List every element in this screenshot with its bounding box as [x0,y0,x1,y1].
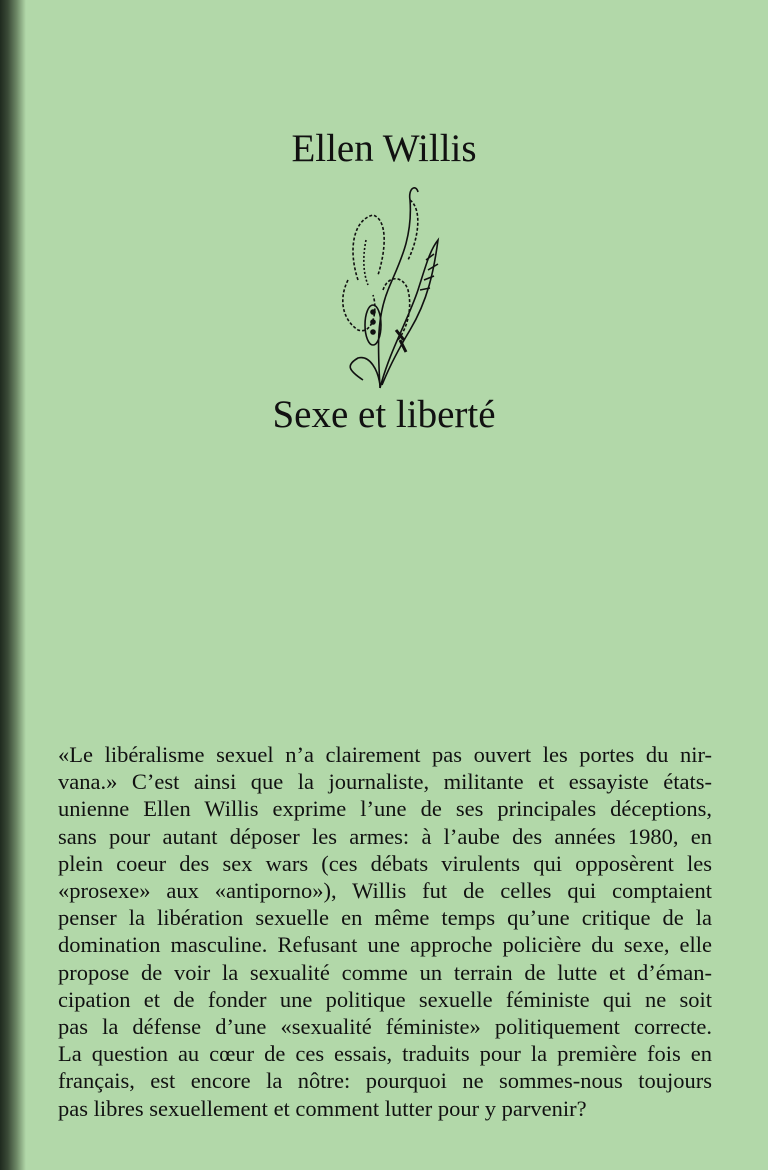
blurb-line: vana.» C’est ainsi que la journaliste, militante et essayiste états- [58,769,712,795]
blurb-line: penser la libération sexuelle en même temps qu’une critique de la [58,905,712,931]
blurb-line: «prosexe» aux «antiporno»), Willis fut de celles qui comptaient [58,878,712,904]
blurb-line: plein coeur des sex wars (ces débats virulents qui opposèrent les [58,850,712,876]
blurb-line: propose de voir la sexualité comme un terrain de lutte et d’éman- [58,959,712,985]
blurb-line: «Le libéralisme sexuel n’a clairement pas ouvert les portes du nir- [58,742,712,767]
book-title: Sexe et liberté [272,393,496,436]
blurb-line: sans pour autant déposer les armes: à l’aube des années 1980, en [58,823,712,849]
author-name: Ellen Willis [291,127,477,170]
back-cover-blurb [58,741,712,1122]
blurb-line: unienne Ellen Willis exprime l’une de ses principales déceptions, [58,796,712,822]
blurb-line: domination masculine. Refusant une approche policière du sexe, elle [58,932,712,958]
blurb-line: La question au cœur de ces essais, traduits pour la première fois en [58,1041,712,1067]
blurb-line: français, est encore la nôtre: pourquoi ne sommes-nous toujours [58,1068,712,1094]
blurb-line: pas la défense d’une «sexualité féministe» politiquement correcte. [58,1014,712,1040]
blurb-line: cipation et de fonder une politique sexuelle féministe qui ne soit [58,986,712,1012]
flower-illustration [318,180,448,392]
blurb-line: pas libres sexuellement et comment lutter pour y parvenir? [58,1095,587,1121]
book-spine-shadow [0,0,26,1170]
